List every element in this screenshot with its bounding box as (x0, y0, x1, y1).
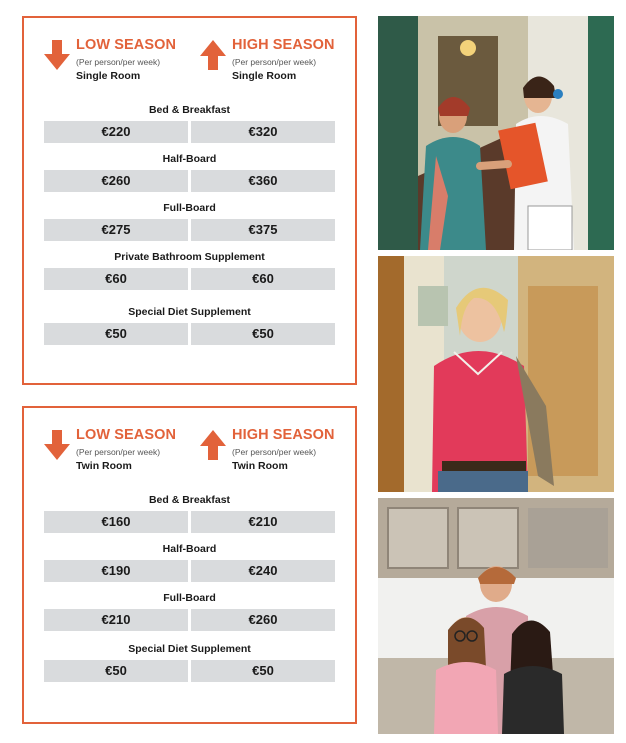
high-price: €240 (191, 560, 335, 582)
high-price: €210 (191, 511, 335, 533)
smiling-student-doorway-photo (378, 256, 614, 492)
low-price: €210 (44, 609, 188, 631)
low-season-note: (Per person/per week) (76, 57, 161, 67)
row-label: Private Bathroom Supplement (114, 251, 265, 263)
price-row (44, 590, 335, 631)
price-row (44, 102, 335, 143)
low-season-title: LOW SEASON (76, 37, 177, 53)
high-price: €320 (191, 121, 335, 143)
low-price: €275 (44, 219, 188, 241)
arrow-down-icon (44, 40, 70, 70)
high-season-room: Single Room (232, 70, 297, 82)
single-room-price-panel (22, 16, 357, 385)
low-season-title: LOW SEASON (76, 427, 177, 443)
low-price: €220 (44, 121, 188, 143)
price-row (44, 200, 335, 241)
low-season-room: Twin Room (76, 460, 132, 472)
price-row (44, 151, 335, 192)
row-label: Special Diet Supplement (128, 306, 251, 318)
row-label: Full-Board (163, 592, 216, 604)
row-label: Half-Board (162, 153, 217, 165)
arrow-down-icon (44, 430, 70, 460)
high-season-title: HIGH SEASON (232, 427, 335, 443)
low-price: €60 (44, 268, 188, 290)
low-price: €260 (44, 170, 188, 192)
high-price: €375 (191, 219, 335, 241)
twin-room-price-panel (22, 406, 357, 724)
low-season-note: (Per person/per week) (76, 447, 161, 457)
high-season-title: HIGH SEASON (232, 37, 335, 53)
high-price: €50 (191, 323, 335, 345)
high-price: €260 (191, 609, 335, 631)
arrow-up-icon (200, 40, 226, 70)
host-greeting-student-photo (378, 16, 614, 250)
low-season-room: Single Room (76, 70, 141, 82)
high-price: €50 (191, 660, 335, 682)
low-price: €50 (44, 660, 188, 682)
high-season-note: (Per person/per week) (232, 57, 317, 67)
price-row (44, 641, 335, 682)
low-price: €190 (44, 560, 188, 582)
price-row (44, 492, 335, 533)
price-row (44, 304, 335, 345)
row-label: Half-Board (162, 543, 217, 555)
arrow-up-icon (200, 430, 226, 460)
price-row (44, 249, 335, 290)
family-kitchen-photo (378, 498, 614, 734)
high-season-room: Twin Room (232, 460, 288, 472)
high-price: €360 (191, 170, 335, 192)
low-price: €50 (44, 323, 188, 345)
high-price: €60 (191, 268, 335, 290)
price-row (44, 541, 335, 582)
row-label: Special Diet Supplement (128, 643, 251, 655)
row-label: Bed & Breakfast (148, 104, 231, 116)
low-price: €160 (44, 511, 188, 533)
high-season-note: (Per person/per week) (232, 447, 317, 457)
price-rows (44, 102, 335, 353)
row-label: Full-Board (163, 202, 216, 214)
row-label: Bed & Breakfast (148, 494, 231, 506)
price-rows (44, 492, 335, 690)
